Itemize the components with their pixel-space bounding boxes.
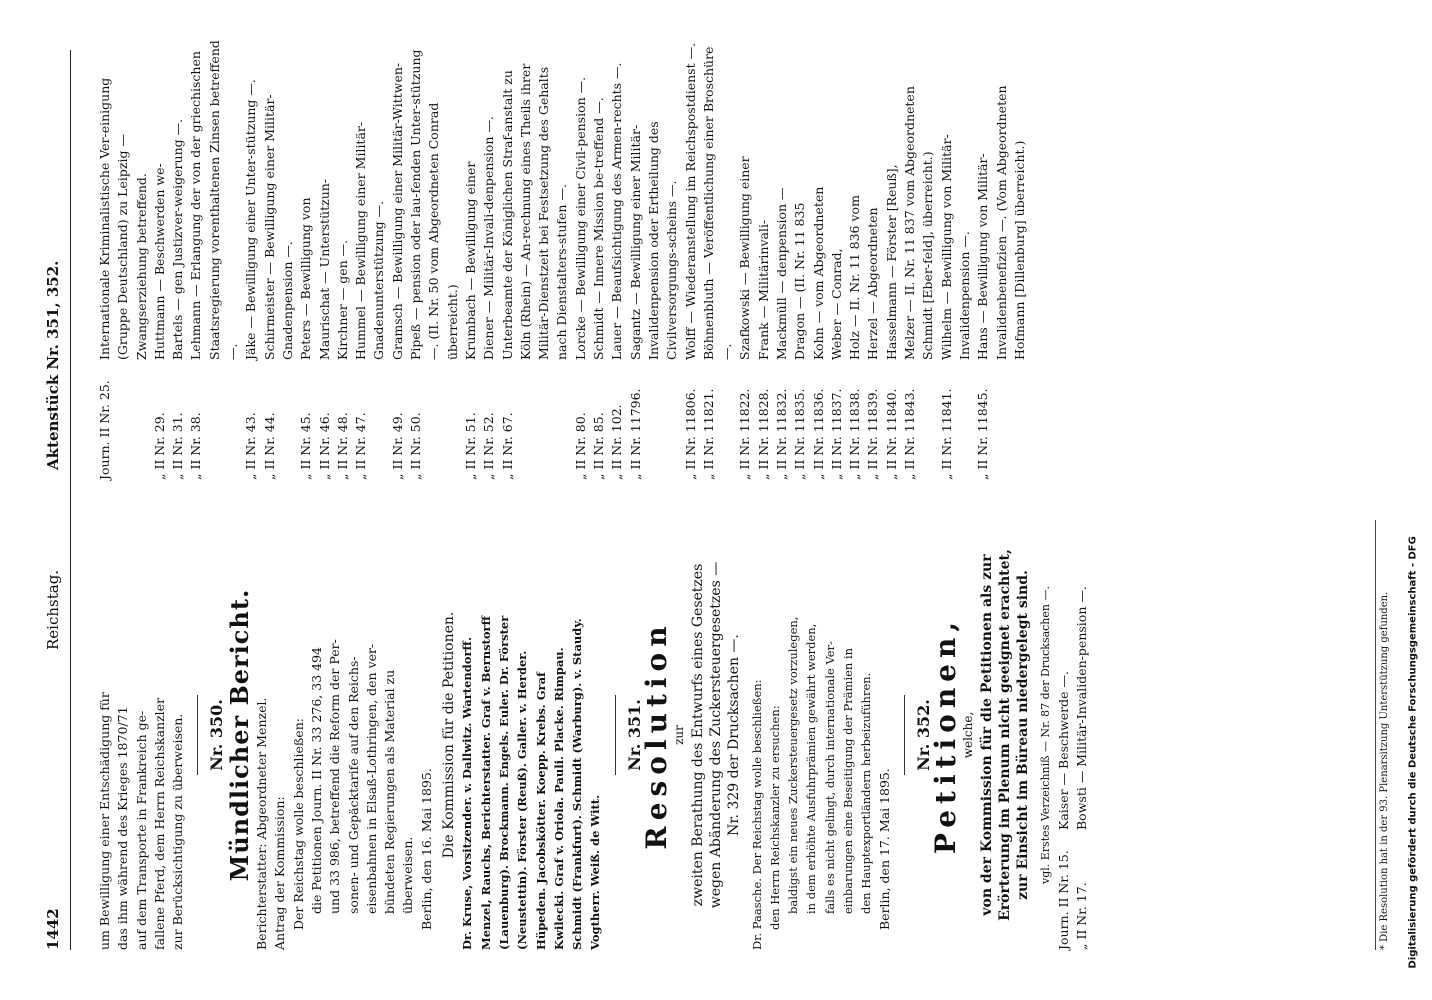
intro-text xyxy=(96,520,187,950)
entry-reference: „ II Nr. 11821. xyxy=(700,388,716,480)
right-column xyxy=(96,40,1029,480)
petition-entry xyxy=(791,40,809,480)
petition-entry xyxy=(316,40,334,480)
entry-text: Melzer — II. Nr. 11 837 vom Abgeordneten Schmidt [Eber-feld], überreicht.) xyxy=(902,86,936,360)
petition-entry xyxy=(261,40,298,480)
text-line: das ihm während des Krieges 1870/71 xyxy=(115,706,131,950)
entry-text: Peters — Bewilligung von xyxy=(298,197,314,360)
date-350: Berlin, den 16. Mai 1895. xyxy=(418,768,434,930)
entry-text: Hans — Bewilligung von Militär-Invalidenbenefizien —. (Vom Abgeordneten Hofmann [Dillenburg] überreicht.) xyxy=(975,85,1027,360)
text-line: auf dem Transporte in Frankreich ge- xyxy=(133,710,149,950)
entry-text: Hummel — Bewilligung einer Militär-Gnadenunterstützung —. xyxy=(353,121,387,360)
entry-text: Schirmeister — Bewilligung einer Militär-Gnadenpension —. xyxy=(261,94,295,360)
entry-reference: „ II Nr. 11845. xyxy=(975,388,991,480)
entry-text: Pipeß — pension oder lau-fenden Unter-stützung —. (II. Nr. 50 vom Abgeordneten Conrad überreicht.) xyxy=(408,49,460,360)
first-entries xyxy=(1055,520,1092,950)
entry-reference: „ II Nr. 11841. xyxy=(938,388,954,480)
dfg-watermark xyxy=(1408,8,1430,998)
section-number-351: Nr. 351. xyxy=(624,699,644,771)
petition-entry xyxy=(480,40,498,480)
petition-entry xyxy=(1055,520,1073,950)
text-line: Dr. Kruse, Vorsitzender. v. Dallwitz. Wartendorff. xyxy=(460,637,475,950)
petition-entry xyxy=(974,40,1029,480)
text-line: eisenbahnen in Elsaß-Lothringen, den ver- xyxy=(363,643,379,914)
entry-reference: Journ. II Nr. 15. xyxy=(1055,850,1071,950)
watermark-text: Digitalisierung gefördert durch die Deutsche Forschungsgemeinschaft - DFG xyxy=(1407,536,1419,969)
petition-entry xyxy=(864,40,882,480)
entry-reference: „ II Nr. 11832. xyxy=(773,388,789,480)
header-subtitle: Aktenstück Nr. 351, 352. xyxy=(44,260,62,470)
petition-entry xyxy=(169,40,187,480)
entry-reference: „ II Nr. 11843. xyxy=(902,388,918,480)
entry-text: Bowsti — Militär-Invaliden-pension —. xyxy=(1074,586,1090,830)
welche-label: welche, xyxy=(961,711,976,759)
entry-text: Lehmann — Erlangung der von der griechischen Staatsregierung vorenthaltenen Zinsen betreffend —. xyxy=(188,40,241,360)
text-line: Kwilecki. Graf v. Oriola. Pauli. Placke. Rimpau. xyxy=(551,647,566,950)
entry-text: Hasselmann — Förster [Reuß], xyxy=(883,164,899,360)
text-line: zur Einsicht im Büreau niedergelegt sind. xyxy=(1015,570,1032,900)
petition-entry xyxy=(883,40,901,480)
entry-text: Kohn — vom Abgeordneten xyxy=(810,186,826,360)
entry-reference: „ II Nr. 31. xyxy=(170,412,186,480)
entry-text: Bartels — gen Justizver-weigerung —. xyxy=(170,118,186,360)
petition-entry xyxy=(151,40,169,480)
text-line: zweiten Berathung des Entwurfs eines Gesetzes xyxy=(689,563,706,907)
petition-entry xyxy=(773,40,791,480)
text-line: baldigst ein neues Zuckersteuergesetz vorzulegen, xyxy=(786,616,801,914)
entry-reference: „ II Nr. 11837. xyxy=(828,388,844,480)
entry-reference: „ II Nr. 47. xyxy=(353,412,369,480)
date-351: Berlin, den 17. Mai 1895. xyxy=(876,768,892,930)
petition-entry xyxy=(462,40,480,480)
entry-reference: „ II Nr. 11835. xyxy=(792,388,808,480)
text-line: sonen- und Gepäcktarife auf den Reichs- xyxy=(345,656,361,914)
commission-members xyxy=(458,520,604,950)
text-line: in dem erhöhte Ausfuhrprämien gewährt werden, xyxy=(804,623,819,914)
section-title-352: Petitionen, xyxy=(929,615,963,855)
entry-reference: „ II Nr. 11838. xyxy=(847,388,863,480)
entry-text: Wilhelm — Bewilligung von Militär-Invalidenpension —. xyxy=(938,134,972,360)
entry-text: Sagantz — Bewilligung einer Militär-Invalidenpension oder Ertheilung des Civilversorgungs-scheins —. xyxy=(627,121,680,360)
entry-reference: „ II Nr. 49. xyxy=(389,412,405,480)
entry-reference: „ II Nr. 17. xyxy=(1074,882,1090,950)
section-title-350: Mündlicher Bericht. xyxy=(224,588,254,882)
text-line: den Herrn Reichskanzler zu ersuchen: xyxy=(767,705,782,930)
entry-reference: Journ. II Nr. 25. xyxy=(97,380,112,480)
text-line: Hüpeden. Jacobskötter. Koepp. Krebs. Graf xyxy=(533,672,548,950)
entry-reference: „ II Nr. 50. xyxy=(408,412,424,480)
text-line: (Neustettin). Förster (Reuß). Galler. v. Herder. xyxy=(515,650,530,950)
resolution-text xyxy=(748,520,876,950)
page-header xyxy=(40,50,71,950)
entry-text: Gramsch — Bewilligung einer Militär-Wittwen- xyxy=(389,62,405,360)
entry-reference: „ II Nr. 11828. xyxy=(755,388,771,480)
text-line: und 33 986, betreffend die Reform der Per- xyxy=(327,639,343,914)
text-line: bündeten Regierungen als Material zu xyxy=(382,669,398,914)
petition-entry xyxy=(682,40,700,480)
text-line: zur Berücksichtigung zu überweisen. xyxy=(170,713,186,950)
text-line: Antrag der Kommission: xyxy=(272,796,288,950)
entry-reference: „ II Nr. 11840. xyxy=(883,388,899,480)
petition-entry xyxy=(407,40,462,480)
entry-reference: „ II Nr. 52. xyxy=(481,412,497,480)
entry-reference: „ II Nr. 11822. xyxy=(737,388,753,480)
text-line: Schmidt (Frankfurt). Schmidt (Warburg). v. Staudy. xyxy=(570,618,585,950)
entry-text: Lorcke — Bewilligung einer Civil-pension —. xyxy=(572,76,588,360)
entry-text: Unterbeamte der Königlichen Straf-anstalt zu Köln (Rhein) — An-rechnung eines Theils ihrer Militär-Dienstzeit bei Festsetzung des Gehalts nach Dienstalters-stufen —. xyxy=(499,63,570,360)
section-body-351 xyxy=(689,520,744,950)
petition-entry xyxy=(590,40,608,480)
entry-text: Huttmann — Beschwerden we- xyxy=(151,163,167,360)
entry-text: Holz — II. Nr. 11 836 vom xyxy=(847,195,863,360)
entry-reference: „ II Nr. 29. xyxy=(151,412,167,480)
entry-reference: „ II Nr. 11836. xyxy=(810,388,826,480)
petition-entry xyxy=(755,40,773,480)
entry-reference: „ II Nr. 48. xyxy=(334,412,350,480)
entry-reference: „ II Nr. 51. xyxy=(462,412,478,480)
petition-entry xyxy=(810,40,828,480)
first-list-reference: vgl. Erstes Verzeichniß — Nr. 87 der Drucksachen —. xyxy=(1038,586,1052,884)
entry-reference: „ II Nr. 102. xyxy=(609,404,625,480)
text-line: (Lauenburg). Brockmann. Engels. Euler. Dr. Förster xyxy=(496,615,511,950)
entry-text: Lauer — Beaufsichtigung des Armen-rechts —. xyxy=(609,62,625,360)
entry-reference: „ II Nr. 38. xyxy=(188,412,204,480)
text-line: einbarungen eine Beseitigung der Prämien in xyxy=(840,647,855,914)
entry-text: Maurischat — Unterstützun- xyxy=(316,178,332,360)
entry-text: Dragon — (II. Nr. 11 835 xyxy=(792,202,808,360)
text-line: Erörterung im Plenum nicht geeignet erachtet, xyxy=(997,549,1014,921)
entry-text: Böhnenbluth — Veröffentlichung einer Broschüre —. xyxy=(700,46,735,360)
text-line: Der Reichstag wolle beschließen: xyxy=(290,718,306,930)
petition-entry xyxy=(627,40,682,480)
header-title: Reichstag. xyxy=(44,569,62,650)
petition-entry xyxy=(572,40,590,480)
text-line: wegen Abänderung des Zuckersteuergesetzes — xyxy=(707,561,724,909)
petition-entry xyxy=(334,40,352,480)
zur-label: zur xyxy=(672,725,687,745)
entry-reference: „ II Nr. 11806. xyxy=(682,388,698,480)
text-line: Berichterstatter: Abgeordneter Menzel. xyxy=(254,697,270,950)
petition-entry xyxy=(700,40,737,480)
entry-text: Krumbach — Bewilligung einer xyxy=(462,161,478,360)
entry-text: Mackmüll — denpension — xyxy=(773,187,789,360)
entry-reference: „ II Nr. 44. xyxy=(261,412,277,480)
text-line: Vogtherr. Weiß. de Witt. xyxy=(588,794,603,950)
petition-entry xyxy=(352,40,389,480)
petition-entry xyxy=(846,40,864,480)
entry-text: Schmidt — Innere Mission be-treffend —. xyxy=(591,97,607,360)
text-line: um Bewilligung einer Entschädigung für xyxy=(97,692,112,950)
petition-entry xyxy=(736,40,754,480)
text-line: die Petitionen Journ. II Nr. 33 276, 33 494 xyxy=(308,647,324,914)
entry-reference: „ II Nr. 46. xyxy=(316,412,332,480)
section-body-352 xyxy=(978,520,1033,950)
divider xyxy=(615,695,616,775)
entry-text: Kirchner — gen —. xyxy=(334,239,350,360)
petition-entry xyxy=(938,40,975,480)
petition-entry xyxy=(389,40,407,480)
section-number-352: Nr. 352. xyxy=(913,699,933,771)
text-line: von der Kommission für die Petitionen als zur xyxy=(978,554,995,916)
entry-text: Weber — Conrad, xyxy=(828,248,844,360)
entry-text: Frank — Militärinvali- xyxy=(755,219,771,360)
left-column xyxy=(96,520,1092,950)
divider xyxy=(197,695,198,775)
divider xyxy=(904,695,905,775)
page-number: 1442 xyxy=(44,908,62,950)
entry-text: Herzel — Abgeordneten xyxy=(865,207,881,360)
petition-entry xyxy=(1073,520,1091,950)
section-body-350 xyxy=(253,520,418,950)
entry-reference: „ II Nr. 85. xyxy=(591,412,607,480)
petition-entry xyxy=(499,40,572,480)
text-line: falls es nicht gelingt, durch internationale Ver- xyxy=(822,641,837,914)
text-line: Menzel, Rauchs, Berichterstatter. Graf v. Bernstorff xyxy=(478,615,493,950)
entry-reference: „ II Nr. 11796. xyxy=(627,388,643,480)
entry-reference: „ II Nr. 45. xyxy=(298,412,314,480)
petition-entry xyxy=(608,40,626,480)
entry-text: Szafkowski — Bewilligung einer xyxy=(737,156,753,360)
commission-title: Die Kommission für die Petitionen. xyxy=(441,611,458,859)
entry-reference: „ II Nr. 67. xyxy=(499,412,515,480)
petition-entry xyxy=(96,40,151,480)
text-line: Dr. Paasche. Der Reichstag wolle beschließen: xyxy=(749,679,764,950)
entry-text: Internationale Kriminalistische Ver-einigung (Gruppe Deutschland) zu Leipzig — Zwangserziehung betreffend. xyxy=(97,77,149,360)
petition-entry xyxy=(828,40,846,480)
entry-text: Wolff — Wiederanstellung im Reichspostdienst —. xyxy=(682,42,698,360)
entry-reference: „ II Nr. 43. xyxy=(243,412,259,480)
text-line: den Hauptexportländern herbeizuführen. xyxy=(859,672,874,914)
entry-text: Diener — Militär-Invali-denpension —. xyxy=(481,116,497,360)
entry-reference: „ II Nr. 11839. xyxy=(865,388,881,480)
petition-entry xyxy=(187,40,242,480)
text-line: überweisen. xyxy=(400,836,416,914)
petition-entry xyxy=(297,40,315,480)
text-line: Nr. 329 der Drucksachen —. xyxy=(726,634,743,836)
text-line: fallene Pferd, dem Herrn Reichskanzler xyxy=(151,697,167,950)
petition-entry xyxy=(242,40,260,480)
section-number-350: Nr. 350. xyxy=(207,699,227,771)
section-title-351: Resolution xyxy=(640,620,674,850)
footnote: * Die Resolution hat in der 93. Plenarsitzung Unterstützung gefunden. xyxy=(1375,520,1390,950)
petition-entry xyxy=(901,40,938,480)
entry-text: Kaiser — Beschwerde —. xyxy=(1055,671,1071,830)
entry-text: Jäke — Bewilligung einer Unter-stützung —. xyxy=(243,79,259,360)
entry-reference: „ II Nr. 80. xyxy=(572,412,588,480)
